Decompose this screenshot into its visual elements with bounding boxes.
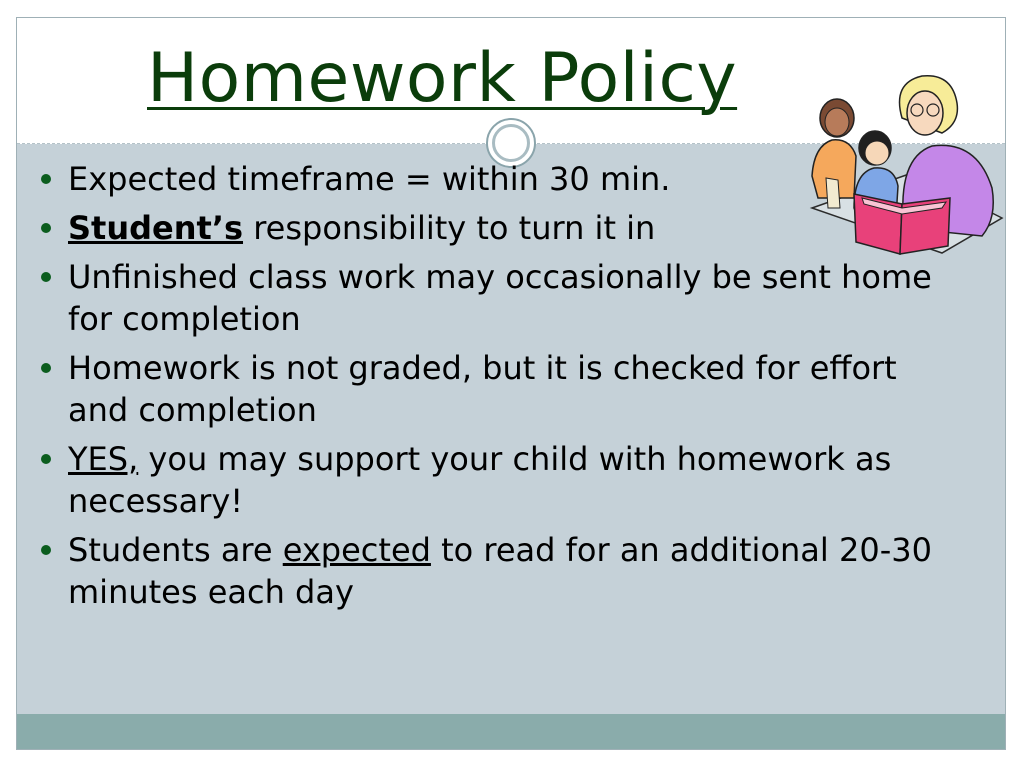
bullet-item [35, 438, 965, 522]
bullet-dot-icon [41, 363, 51, 373]
bullet-text: Students are [68, 531, 283, 569]
bullet-dot-icon [41, 223, 51, 233]
slide-title: Homework Policy [147, 39, 738, 118]
bullet-dot-icon [41, 174, 51, 184]
bullet-emphasis: Student’s [68, 209, 244, 247]
footer-bar [17, 714, 1005, 749]
bullet-text: Homework is not graded, but it is checked for effort and completion [68, 349, 897, 429]
bullet-dot-icon [41, 545, 51, 555]
bullet-text: to read for an additional 20-30 minutes each day [68, 531, 932, 611]
slide [16, 17, 1006, 750]
teacher-reading-clipart-icon [792, 58, 1006, 258]
bullet-text: responsibility to turn it in [243, 209, 656, 247]
bullet-item [35, 347, 965, 431]
bullet-text: Unfinished class work may occasionally be sent home for completion [68, 258, 932, 338]
bullet-item [35, 529, 965, 613]
bullet-emphasis: YES, [68, 440, 139, 478]
bullet-item [35, 256, 965, 340]
bullet-dot-icon [41, 454, 51, 464]
bullet-dot-icon [41, 272, 51, 282]
bullet-text: Expected timeframe = within 30 min. [68, 160, 671, 198]
bullet-text: you may support your child with homework as necessary! [68, 440, 892, 520]
bullet-emphasis: expected [282, 531, 431, 569]
